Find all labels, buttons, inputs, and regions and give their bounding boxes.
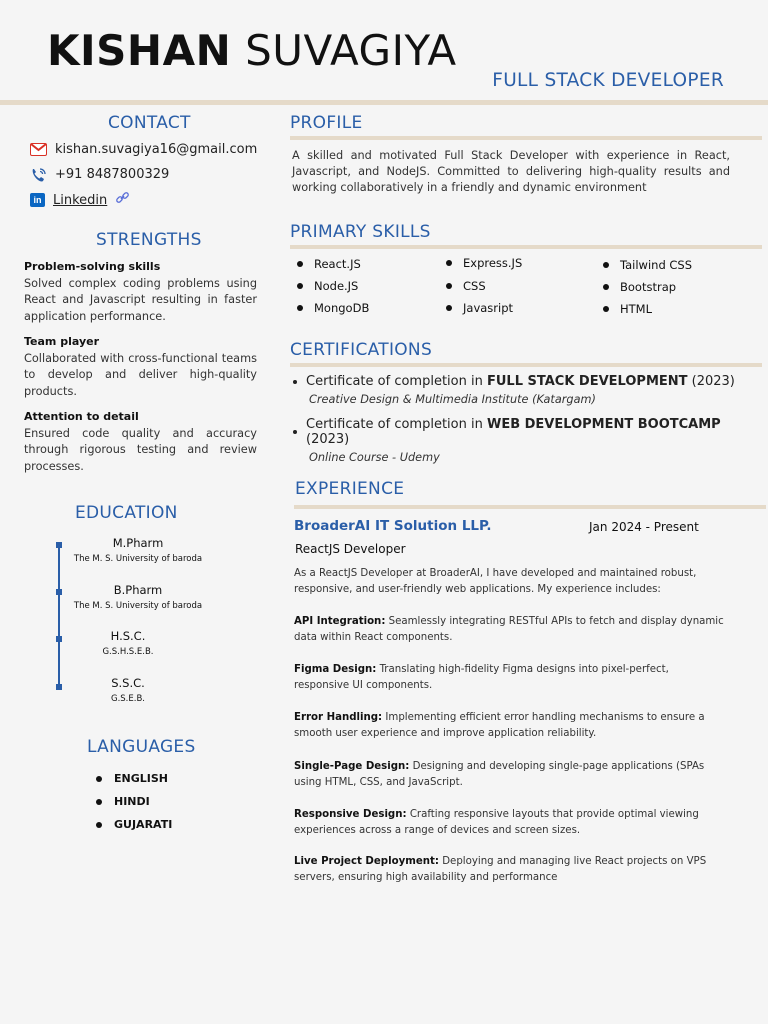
education-institution: G.S.E.B.: [111, 694, 145, 704]
bullet-icon: [603, 262, 609, 268]
experience-bullet: [294, 807, 724, 839]
contact-heading: CONTACT: [108, 113, 191, 133]
linkedin-link[interactable]: Linkedin: [53, 192, 108, 208]
bullet-icon: [446, 305, 452, 311]
cert-year: (2023): [691, 374, 735, 389]
section-divider: [294, 505, 766, 509]
certification-item: [293, 374, 735, 406]
certification-item: [293, 417, 768, 464]
bullet-icon: [603, 306, 609, 312]
timeline-marker: [56, 542, 62, 548]
profile-heading: PROFILE: [290, 113, 363, 133]
header-divider: [0, 100, 768, 105]
language-label: ENGLISH: [114, 772, 168, 785]
experience-heading: EXPERIENCE: [295, 479, 405, 499]
experience-bullet: [294, 759, 724, 791]
contact-linkedin-row[interactable]: [30, 191, 130, 209]
skill-item: [297, 279, 358, 293]
cert-prefix: Certificate of completion in: [306, 417, 483, 432]
skill-item: [297, 301, 369, 315]
bullet-icon: [446, 283, 452, 289]
linkedin-icon: in: [30, 193, 45, 207]
exp-key: Responsive Design:: [294, 809, 407, 820]
experience-bullet: [294, 662, 724, 694]
experience-bullet: [294, 614, 724, 646]
skill-label: MongoDB: [314, 301, 370, 315]
skill-label: Express.JS: [463, 256, 523, 270]
strength-item: [24, 334, 257, 400]
strength-item: [24, 259, 257, 325]
skill-item: [446, 279, 486, 293]
skill-item: [446, 256, 522, 270]
education-heading: EDUCATION: [75, 503, 178, 523]
skill-label: Node.JS: [314, 279, 359, 293]
education-item: [63, 536, 213, 564]
skill-label: HTML: [620, 302, 653, 316]
exp-text: Crafting responsive layouts that provide optimal viewing experiences across a range of devices and screen sizes.: [294, 809, 699, 836]
bullet-icon: [297, 305, 303, 311]
cert-prefix: Certificate of completion in: [306, 374, 483, 389]
last-name: SUVAGIYA: [245, 26, 457, 75]
education-timeline: [58, 544, 60, 688]
cert-year: (2023): [306, 432, 350, 447]
employment-dates: Jan 2024 - Present: [589, 520, 699, 534]
section-divider: [290, 136, 762, 140]
strength-title: Team player: [24, 335, 100, 348]
language-item: [96, 772, 168, 785]
strength-title: Problem-solving skills: [24, 260, 161, 273]
education-degree: B.Pharm: [113, 583, 163, 597]
bullet-icon: [96, 776, 102, 782]
education-item: [63, 583, 213, 611]
bullet-icon: [96, 822, 102, 828]
education-degree: M.Pharm: [112, 536, 164, 550]
experience-bullet: [294, 710, 724, 742]
exp-text: Designing and developing single-page applications (SPAs using HTML, CSS, and JavaScript.: [294, 761, 705, 788]
phone-icon: [30, 168, 47, 182]
bullet-icon: [293, 380, 297, 384]
profile-summary: A skilled and motivated Full Stack Developer with experience in React, Javascript, and NodeJS. Committed to delivering high-quality results and working collaboratively in a friendly and dynamic environment: [292, 149, 730, 195]
bullet-icon: [96, 799, 102, 805]
languages-heading: LANGUAGES: [87, 737, 196, 757]
education-institution: The M. S. University of baroda: [73, 554, 203, 564]
cert-issuer: Creative Design & Multimedia Institute (Katargam): [309, 393, 596, 406]
bullet-icon: [293, 430, 297, 434]
bullet-icon: [446, 260, 452, 266]
exp-key: Single-Page Design:: [294, 761, 410, 772]
job-title: ReactJS Developer: [295, 542, 406, 556]
skill-label: React.JS: [314, 257, 361, 271]
skill-label: Javasript: [463, 301, 514, 315]
education-degree: S.S.C.: [111, 676, 145, 690]
exp-key: Live Project Deployment:: [294, 856, 439, 867]
language-label: GUJARATI: [114, 818, 173, 831]
skill-item: [603, 280, 676, 294]
strength-desc: Ensured code quality and accuracy through rigorous testing and review processes.: [24, 426, 257, 473]
skill-label: CSS: [463, 279, 486, 293]
education-degree: H.S.C.: [110, 629, 146, 643]
strength-title: Attention to detail: [24, 410, 139, 423]
experience-bullet: [294, 854, 724, 886]
contact-email-row[interactable]: [30, 142, 257, 157]
gmail-icon: [30, 143, 47, 157]
exp-key: Figma Design:: [294, 664, 377, 675]
skill-label: Tailwind CSS: [620, 258, 693, 272]
job-role: FULL STACK DEVELOPER: [492, 70, 724, 91]
skill-item: [297, 257, 361, 271]
certifications-heading: CERTIFICATIONS: [290, 340, 433, 360]
first-name: KISHAN: [47, 26, 232, 75]
strength-item: [24, 409, 257, 475]
bullet-icon: [297, 261, 303, 267]
timeline-marker: [56, 589, 62, 595]
education-item: [53, 629, 203, 657]
section-divider: [290, 245, 762, 249]
skill-item: [603, 258, 692, 272]
exp-text: Seamlessly integrating RESTful APIs to fetch and display dynamic data within React components.: [294, 616, 724, 643]
phone-text: +91 8487800329: [55, 167, 170, 182]
strength-desc: Solved complex coding problems using React and Javascript resulting in faster application performance.: [24, 276, 257, 323]
company-name: BroaderAI IT Solution LLP.: [294, 518, 492, 534]
strengths-heading: STRENGTHS: [96, 230, 202, 250]
strength-desc: Collaborated with cross-functional teams to develop and deliver high-quality products.: [24, 351, 257, 398]
exp-key: Error Handling:: [294, 712, 383, 723]
skill-item: [603, 302, 652, 316]
bullet-icon: [297, 283, 303, 289]
language-label: HINDI: [114, 795, 150, 808]
cert-name: WEB DEVELOPMENT BOOTCAMP: [486, 417, 721, 432]
language-item: [96, 795, 150, 808]
language-item: [96, 818, 172, 831]
cert-name: FULL STACK DEVELOPMENT: [486, 374, 688, 389]
cert-issuer: Online Course - Udemy: [309, 451, 440, 464]
education-institution: G.S.H.S.E.B.: [102, 647, 154, 657]
candidate-name: [47, 26, 457, 75]
skill-label: Bootstrap: [620, 280, 677, 294]
skills-heading: PRIMARY SKILLS: [290, 222, 431, 242]
email-text: kishan.suvagiya16@gmail.com: [55, 142, 258, 157]
education-institution: The M. S. University of baroda: [73, 601, 203, 611]
link-icon: [115, 191, 130, 209]
skill-item: [446, 301, 513, 315]
exp-text: Implementing efficient error handling mechanisms to ensure a smooth user experience and improve application reliability.: [294, 712, 705, 739]
bullet-icon: [603, 284, 609, 290]
experience-intro: As a ReactJS Developer at BroaderAI, I have developed and maintained robust, responsive, and user-friendly web applications. My experience includes:: [294, 568, 697, 595]
section-divider: [290, 363, 762, 367]
contact-phone-row[interactable]: [30, 167, 169, 182]
exp-text: Translating high-fidelity Figma designs into pixel-perfect, responsive UI components.: [294, 664, 669, 691]
education-item: [53, 676, 203, 704]
exp-text: Deploying and managing live React projects on VPS servers, ensuring high availability and performance: [294, 856, 707, 883]
exp-key: API Integration:: [294, 616, 386, 627]
